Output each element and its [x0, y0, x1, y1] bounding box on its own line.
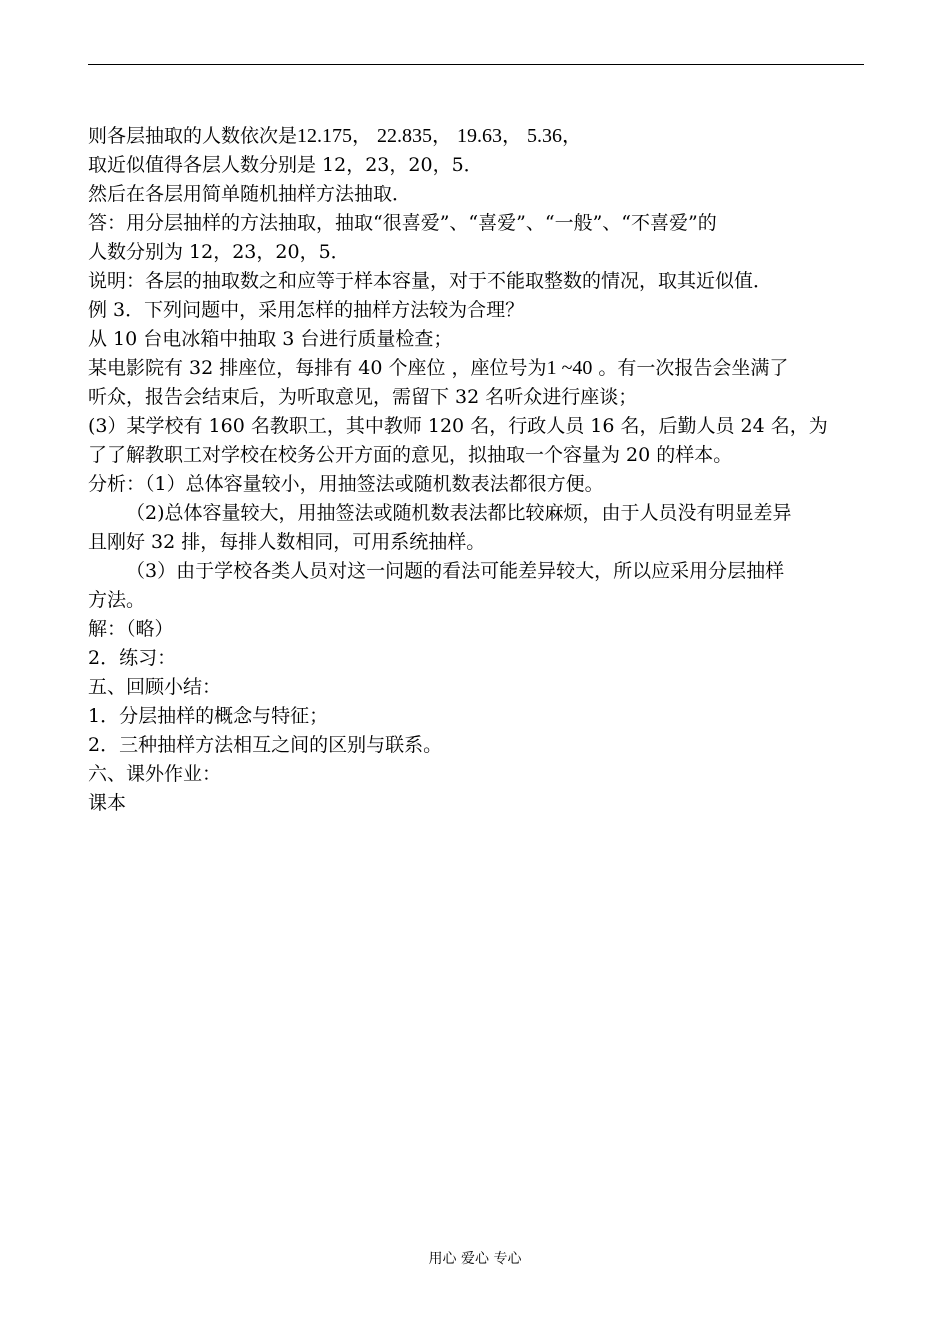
text-line-16: （3）由于学校各类人员对这一问题的看法可能差异较大，所以应采用分层抽样 [126, 560, 785, 582]
text-line-1 [88, 122, 868, 151]
text-line-19: 2．练习： [88, 647, 177, 669]
text-line-7: 例 3．下列问题中，采用怎样的抽样方法较为合理？ [88, 299, 525, 321]
text-line-14: （2)总体容量较大，用抽签法或随机数表法都比较麻烦，由于人员没有明显差异 [126, 502, 792, 524]
text-line-4: 答：用分层抽样的方法抽取，抽取“很喜爱”、“喜爱”、“一般”、“不喜爱”的 [88, 212, 717, 234]
text-line-20: 五、回顾小结： [88, 676, 222, 698]
text-line-23: 六、课外作业： [88, 763, 222, 785]
text-line-9 [88, 354, 868, 383]
text-line-1-prefix: 则各层抽取的人数依次是 [88, 125, 298, 147]
header-rule [88, 64, 864, 65]
text-line-8: 从 10 台电冰箱中抽取 3 台进行质量检查； [88, 328, 453, 350]
page-footer: 用心 爱心 专心 [428, 1251, 522, 1267]
document-body [88, 122, 868, 818]
seat-range: 1 ~40 [546, 357, 593, 379]
text-line-9-suffix: 。有一次报告会坐满了 [592, 357, 789, 379]
text-line-24: 课本 [88, 792, 127, 814]
text-line-13: 分析：（1）总体容量较小，用抽签法或随机数表法都很方便。 [88, 473, 604, 495]
text-line-11: (3）某学校有 160 名教职工，其中教师 120 名，行政人员 16 名，后勤人员 24 名，为 [88, 415, 828, 437]
text-line-18: 解：（略） [88, 618, 174, 640]
text-line-22: 2．三种抽样方法相互之间的区别与联系。 [88, 734, 443, 756]
text-line-21: 1．分层抽样的概念与特征； [88, 705, 329, 727]
text-line-1-numbers: 12.175， 22.835， 19.63， 5.36， [297, 125, 583, 147]
text-line-9-prefix: 某电影院有 32 排座位，每排有 40 个座位 ，座位号为 [88, 357, 547, 379]
text-line-15: 且刚好 32 排，每排人数相同，可用系统抽样。 [88, 531, 486, 553]
text-line-5: 人数分别为 12，23，20，5． [88, 241, 350, 263]
text-line-6: 说明：各层的抽取数之和应等于样本容量，对于不能取整数的情况，取其近似值． [88, 270, 773, 292]
text-line-3: 然后在各层用简单随机抽样方法抽取． [88, 183, 412, 205]
text-line-2: 取近似值得各层人数分别是 12，23，20，5． [88, 154, 483, 176]
text-line-17: 方法。 [88, 589, 146, 611]
text-line-10: 听众，报告会结束后，为听取意见，需留下 32 名听众进行座谈； [88, 386, 638, 408]
text-line-12: 了了解教职工对学校在校务公开方面的意见，拟抽取一个容量为 20 的样本。 [88, 444, 733, 466]
